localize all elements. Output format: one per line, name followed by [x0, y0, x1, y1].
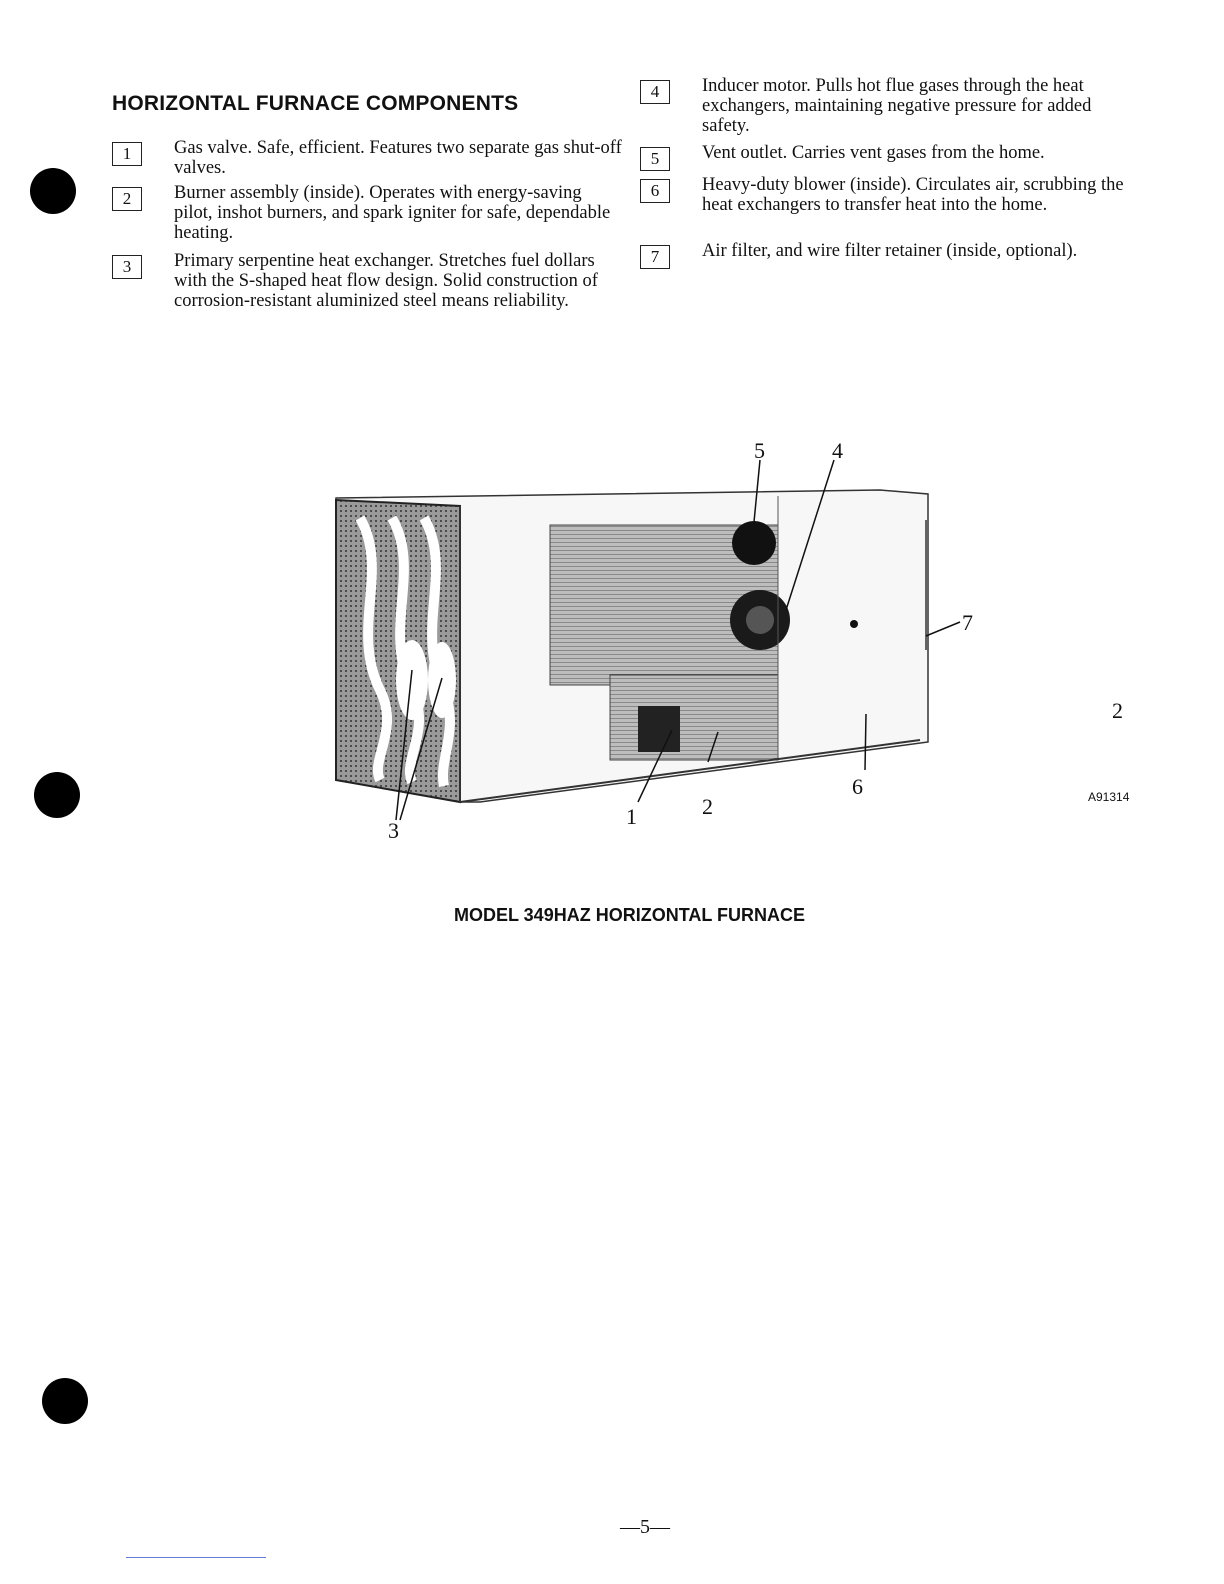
- component-description: Air filter, and wire filter retainer (inside, optional).: [702, 241, 1078, 261]
- figure-code: A91314: [1088, 790, 1130, 804]
- component-number-box: 7: [640, 245, 670, 269]
- callout-3: 3: [388, 818, 399, 843]
- binder-hole-3: [42, 1378, 88, 1424]
- component-number-box: 1: [112, 142, 142, 166]
- scan-underline-mark: [126, 1557, 266, 1558]
- component-number-box: 2: [112, 187, 142, 211]
- binder-hole-1: [30, 168, 76, 214]
- component-number-box: 4: [640, 80, 670, 104]
- callout-2: 2: [702, 794, 713, 819]
- furnace-illustration: [320, 430, 1020, 850]
- component-description: Primary serpentine heat exchanger. Stretches fuel dollars with the S-shaped heat flow design. Solid construction of corrosion-resistant aluminized steel means reliability.: [174, 251, 598, 311]
- component-description: Gas valve. Safe, efficient. Features two separate gas shut-off valves.: [174, 138, 622, 178]
- callout-7: 7: [962, 610, 973, 635]
- component-description: Heavy-duty blower (inside). Circulates air, scrubbing the heat exchangers to transfer heat into the home.: [702, 175, 1124, 215]
- binder-hole-2: [34, 772, 80, 818]
- side-number: 2: [1112, 698, 1123, 723]
- page-number: —5—: [620, 1516, 670, 1538]
- callout-1: 1: [626, 804, 637, 829]
- component-number-box: 6: [640, 179, 670, 203]
- component-number-box: 3: [112, 255, 142, 279]
- component-description: Burner assembly (inside). Operates with energy-saving pilot, inshot burners, and spark igniter for safe, dependable heating.: [174, 183, 611, 243]
- component-description: Inducer motor. Pulls hot flue gases through the heat exchangers, maintaining negative pressure for added safety.: [702, 76, 1092, 136]
- callout-5: 5: [754, 438, 765, 463]
- callout-4: 4: [832, 438, 843, 463]
- callout-6: 6: [852, 774, 863, 799]
- section-heading: HORIZONTAL FURNACE COMPONENTS: [112, 92, 519, 115]
- component-description: Vent outlet. Carries vent gases from the home.: [702, 143, 1045, 163]
- component-number-box: 5: [640, 147, 670, 171]
- figure-caption: MODEL 349HAZ HORIZONTAL FURNACE: [454, 905, 806, 925]
